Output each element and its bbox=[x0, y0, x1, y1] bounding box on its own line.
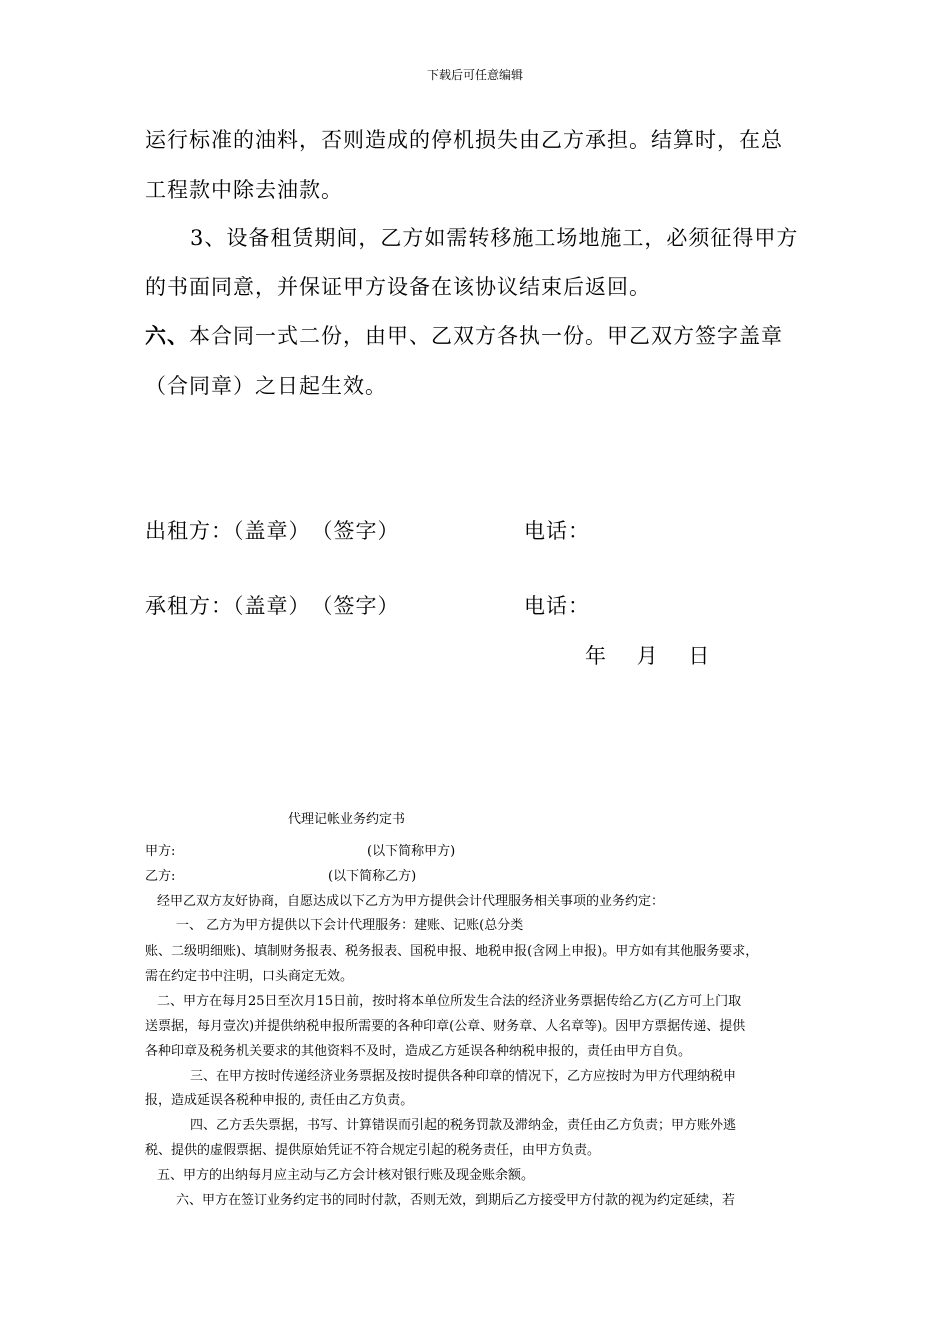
contract-line: 工程款中除去油款。 bbox=[145, 178, 343, 202]
party-a-label: 甲方: bbox=[145, 844, 176, 859]
agreement-clause-2: 二、甲方在每月25日至次月15日前，按时将本单位所发生合法的经济业务票据传给乙方(乙方可上门取 bbox=[157, 994, 742, 1009]
lessor-phone-label: 电话： bbox=[524, 519, 590, 543]
agreement-line: 报，造成延误各税种申报的, 责任由乙方负责。 bbox=[145, 1093, 414, 1108]
agreement-clause-3: 三、在甲方按时传递经济业务票据及按时提供各种印章的情况下，乙方应按时为甲方代理纳税申 bbox=[190, 1069, 737, 1084]
contract-clause-3: 3、设备租赁期间，乙方如需转移施工场地施工，必须征得甲方 bbox=[190, 226, 799, 250]
contract-line: 运行标准的油料，否则造成的停机损失由乙方承担。结算时，在总 bbox=[145, 128, 783, 152]
agreement-line: 各种印章及税务机关要求的其他资料不及时，造成乙方延误各种纳税申报的，责任由甲方自负。 bbox=[145, 1044, 692, 1059]
agreement-line: 账、二级明细账)、填制财务报表、税务报表、国税申报、地税申报(含网上申报)。甲方如有其他服务要求， bbox=[145, 944, 759, 959]
lessee-phone-label: 电话： bbox=[524, 594, 590, 618]
party-b-label: 乙方: bbox=[145, 869, 176, 884]
contract-line: （合同章）之日起生效。 bbox=[145, 374, 387, 398]
contract-clause-6 bbox=[145, 320, 783, 350]
party-a-note: (以下简称甲方) bbox=[367, 844, 456, 859]
agreement-line: 税、提供的虚假票据、提供原始凭证不符合规定引起的税务责任，由甲方负责。 bbox=[145, 1143, 601, 1158]
page-header-note: 下载后可任意编辑 bbox=[426, 68, 523, 82]
agreement-clause-5: 五、甲方的出纳每月应主动与乙方会计核对银行账及现金账余额。 bbox=[157, 1168, 535, 1183]
lessor-signature-line: 出租方：（盖章） （签字） bbox=[145, 519, 400, 543]
signature-date: 年 月 日 bbox=[585, 644, 711, 668]
party-b-note: (以下简称乙方) bbox=[328, 869, 417, 884]
lessee-signature-line: 承租方：（盖章） （签字） bbox=[145, 594, 400, 618]
clause-6-label: 六、 bbox=[145, 323, 189, 348]
agreement-clause-4: 四、乙方丢失票据，书写、计算错误而引起的税务罚款及滞纳金，责任由乙方负责；甲方账外逃 bbox=[190, 1118, 737, 1133]
agreement-title: 代理记帐业务约定书 bbox=[288, 812, 406, 827]
agreement-clause-1: 一、 乙方为甲方提供以下会计代理服务：建账、记账(总分类 bbox=[176, 918, 524, 933]
agreement-line: 送票据，每月壹次)并提供纳税申报所需要的各种印章(公章、财务章、人名章等)。因甲方票据传递、提供 bbox=[145, 1019, 746, 1034]
agreement-line: 需在约定书中注明，口头商定无效。 bbox=[145, 969, 354, 984]
agreement-intro: 经甲乙双方友好协商，自愿达成以下乙方为甲方提供会计代理服务相关事项的业务约定： bbox=[157, 894, 665, 909]
agreement-clause-6: 六、甲方在签订业务约定书的同时付款，否则无效，到期后乙方接受甲方付款的视为约定延续，若 bbox=[176, 1193, 736, 1208]
contract-line: 的书面同意，并保证甲方设备在该协议结束后返回。 bbox=[145, 275, 651, 299]
clause-6-text: 本合同一式二份，由甲、乙双方各执一份。甲乙双方签字盖章 bbox=[189, 324, 783, 348]
